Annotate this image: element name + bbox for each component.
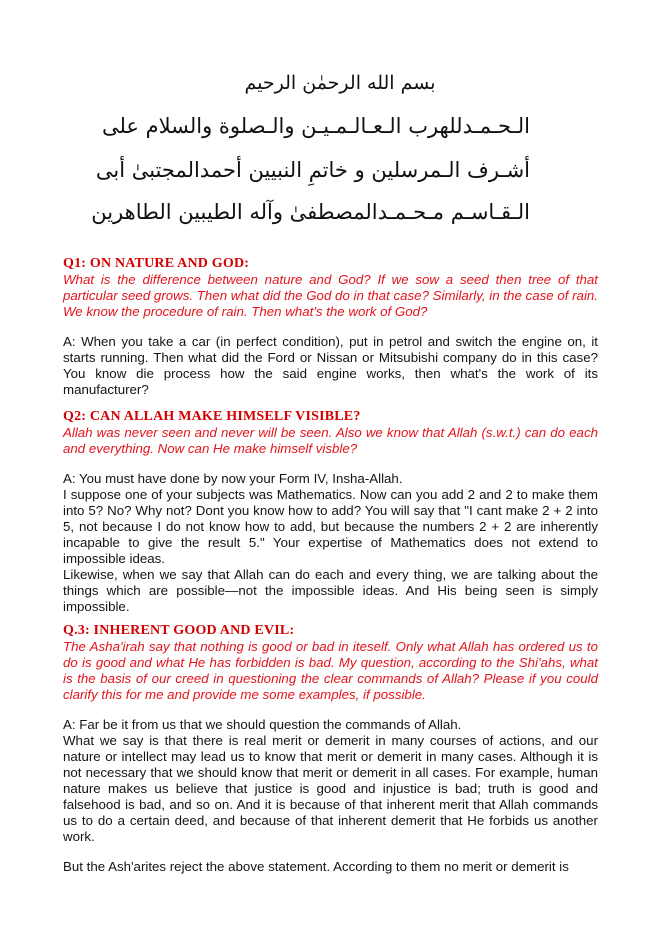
question-heading: Q2: CAN ALLAH MAKE HIMSELF VISIBLE?	[63, 409, 361, 424]
answer-paragraph: I suppose one of your subjects was Mathematics. Now can you add 2 and 2 to make them into 5? No? Why not? Dont you know how to add? You will say that "I cant make 2 + 2 into 5, not because I do not know how to add, but because the numbers 2 + 2 are inherently incapable to give the result 5." Your expertise of Mathematics does not extend to impossible ideas.	[63, 487, 598, 566]
arabic-line-3: أشـرف الـمرسلين و خاتمِ النبيين أحمدالمجتبىٰ أبى	[95, 158, 530, 182]
arabic-line-4: الـقـاسـم مـحـمـدالمصطفىٰ وآله الطيبين الطاهرين	[91, 200, 530, 224]
answer-paragraph: Likewise, when we say that Allah can do each and every thing, we are talking about the things which are possible—not the impossible ideas. And His being seen is simply impossible.	[63, 567, 598, 614]
spacer	[63, 845, 598, 859]
qa-section-3	[63, 623, 598, 875]
answer-paragraph: A: Far be it from us that we should question the commands of Allah.	[63, 717, 462, 732]
question-text: What is the difference between nature and God? If we sow a seed then tree of that particular seed grows. Then what did the God do in that case? Similarly, in the case of rain. We know the procedure of rain. Then what's the work of God?	[63, 272, 598, 319]
question-heading: Q.3: INHERENT GOOD AND EVIL:	[63, 623, 295, 638]
question-text: Allah was never seen and never will be seen. Also we know that Allah (s.w.t.) can do each and everything. Now can He make himself visble?	[63, 425, 598, 456]
question-heading: Q1: ON NATURE AND GOD:	[63, 256, 250, 271]
qa-section-1	[63, 256, 598, 398]
answer-paragraph: A: When you take a car (in perfect condition), put in petrol and switch the engine on, it starts running. Then what did the Ford or Nissan or Mitsubishi company do in this case? You know die process how the said engine works, then what's the work of its manufacturer?	[63, 334, 598, 397]
qa-section-2	[63, 409, 598, 615]
continuation-paragraph: But the Ash'arites reject the above statement. According to them no merit or demerit is	[63, 859, 569, 874]
spacer	[63, 320, 598, 334]
question-text: The Asha'irah say that nothing is good or bad in iteself. Only what Allah has ordered us to do is good and what He has forbidden is bad. My question, according to the Shi'ahs, what is the basis of our creed in questioning the clear commands of Allah? Please if you could clarify this for me and provide me some examples, if possible.	[63, 639, 598, 702]
spacer	[63, 457, 598, 471]
answer-paragraph: What we say is that there is real merit or demerit in many courses of actions, and our nature or intellect may lead us to know that merit or demerit in many cases. Although it is not necessary that we should know that merit or demerit in all cases. For example, human nature makes us believe that justice is good and injustice is bad; truth is good and falsehood is bad, and so on. And it is because of that inherent merit that Allah commands us to do a certain deed, and because of that inherent demerit that He forbids us another work.	[63, 733, 598, 844]
arabic-line-2: الـحـمـدللهرب الـعـالـمـيـن والـصلوة والسلام على	[101, 114, 530, 138]
arabic-line-basmala: بسم الله الرحمٰن الرحيم	[244, 72, 436, 94]
spacer	[63, 703, 598, 717]
answer-paragraph: A: You must have done by now your Form IV, Insha-Allah.	[63, 471, 403, 486]
